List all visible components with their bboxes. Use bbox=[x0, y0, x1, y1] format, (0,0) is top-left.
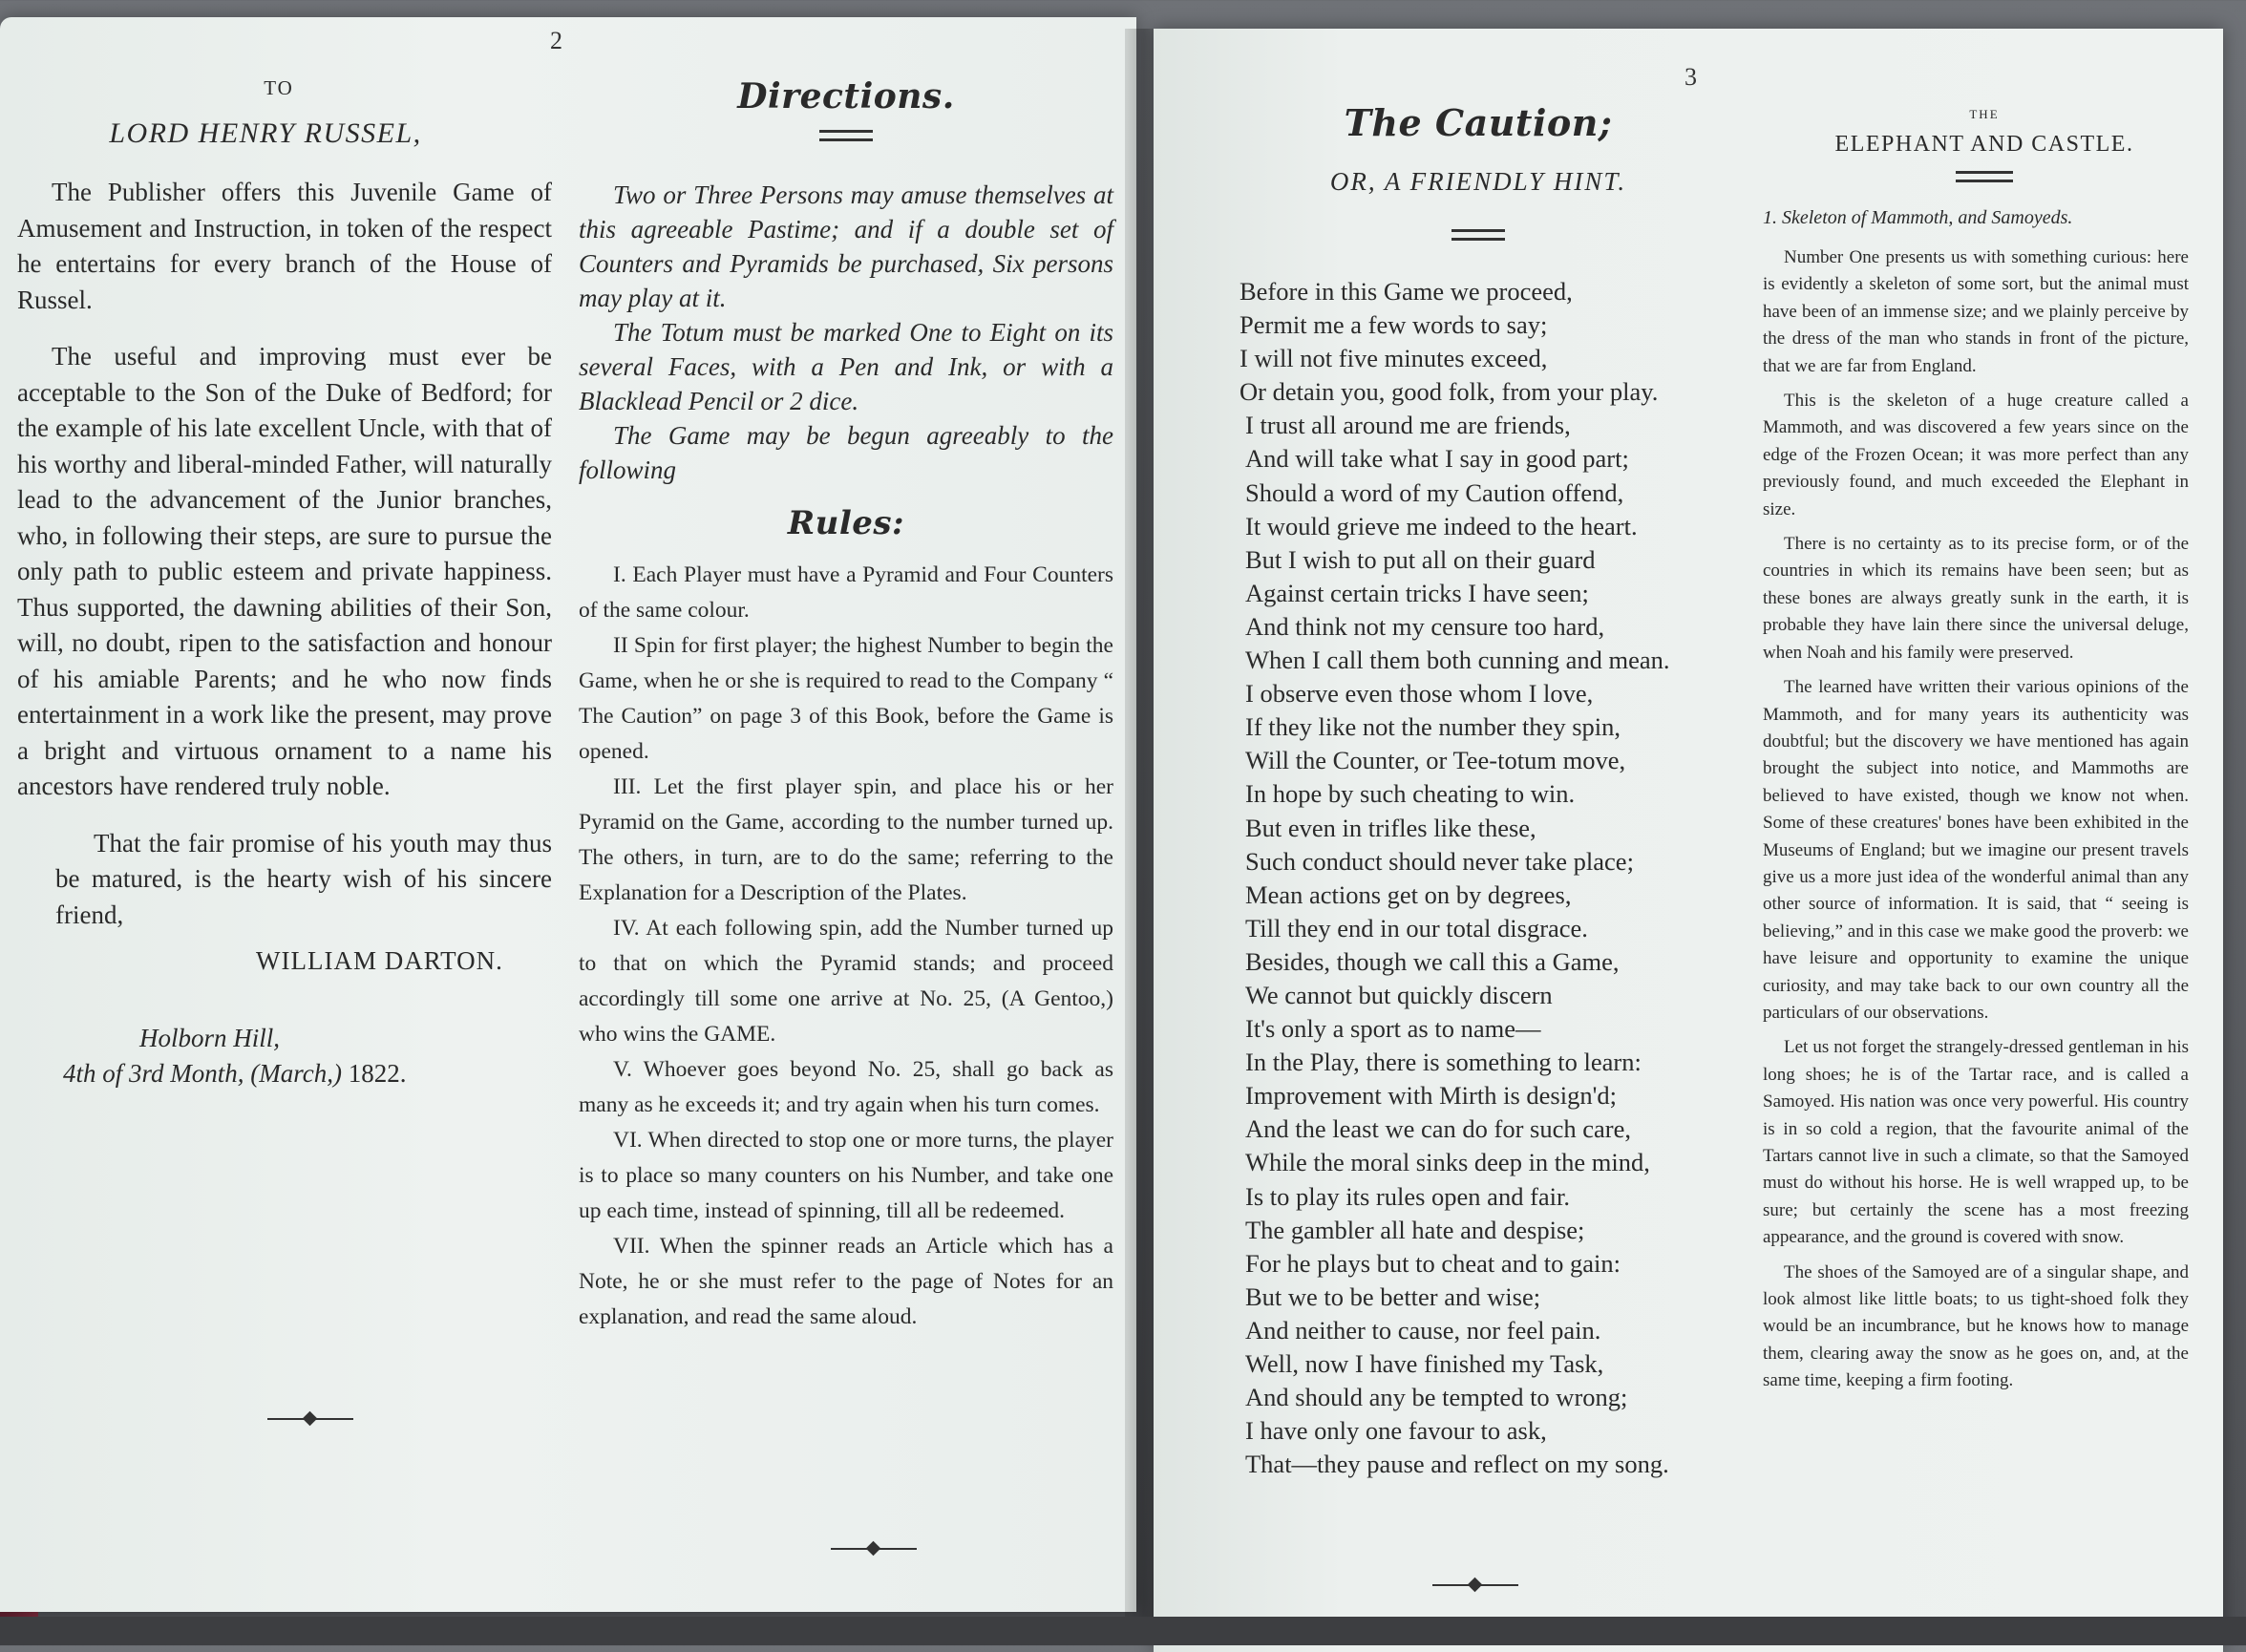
poem-line: It would grieve me indeed to the heart. bbox=[1245, 511, 1638, 540]
poem-line: Improvement with Mirth is design'd; bbox=[1245, 1081, 1617, 1111]
poem-line: And think not my censure too hard, bbox=[1245, 611, 1605, 641]
directions-body bbox=[579, 178, 1113, 487]
dedication-recipient: LORD HENRY RUSSEL, bbox=[109, 117, 422, 149]
elephant-the: THE bbox=[1969, 107, 2000, 121]
poem-line: Such conduct should never take place; bbox=[1245, 846, 1634, 876]
poem-line: Before in this Game we proceed, bbox=[1240, 277, 1573, 306]
poem-line: Besides, though we call this a Game, bbox=[1245, 946, 1620, 976]
dedication-to: TO bbox=[264, 76, 294, 99]
poem-line: Will the Counter, or Tee-totum move, bbox=[1245, 746, 1626, 775]
elephant-paragraph: The shoes of the Samoyed are of a singular shape, and look almost like little boats; to us tight-shoed folk they would be an incumbrance, but he knows how to manage them, clearing away the snow as he goes on, and, at the same time, keeping a firm footing. bbox=[1763, 1261, 2189, 1391]
rule-item: VI. When directed to stop one or more turns, the player is to place so many counters on his Number, and take one up each time, instead of spinning, till all be redeemed. bbox=[579, 1128, 1113, 1223]
ornament-divider bbox=[1432, 1576, 1518, 1595]
page-number: 3 bbox=[1684, 63, 1697, 91]
dedication-place: Holborn Hill, bbox=[139, 1024, 281, 1052]
caution-poem bbox=[1240, 275, 1727, 1481]
dedication-signature: WILLIAM DARTON. bbox=[256, 946, 503, 975]
rule-item: III. Let the first player spin, and place his or her Pyramid on the Game, according to the number turned up. The others, in turn, are to do the same; referring to the Explanation for a Description of the Plates. bbox=[579, 774, 1113, 905]
poem-line: When I call them both cunning and mean. bbox=[1245, 646, 1670, 675]
dedication-paragraph: The Publisher offers this Juvenile Game of Amusement and Instruction, in token of the respect he entertains for every branch of the House of Russel. bbox=[17, 178, 552, 314]
poem-line: Should a word of my Caution offend, bbox=[1245, 477, 1624, 507]
poem-line: Permit me a few words to say; bbox=[1240, 310, 1548, 340]
poem-line: Against certain tricks I have seen; bbox=[1245, 578, 1589, 607]
poem-line: Or detain you, good folk, from your play. bbox=[1240, 377, 1659, 407]
elephant-paragraph: This is the skeleton of a huge creature called a Mammoth, and was discovered a few years since on the edge of the Frozen Ocean; it was more perfect than any previously found, and much exceeded the Elephant in size. bbox=[1763, 391, 2189, 519]
poem-line: I observe even those whom I love, bbox=[1245, 679, 1594, 709]
directions-column bbox=[579, 76, 1113, 1335]
elephant-paragraph: There is no certainty as to its precise form, or of the countries in which its remains have been seen; but as these bones are always greatly sunk in the earth, it is probable they have lain there since the universal deluge, when Noah and his family were preserved. bbox=[1763, 534, 2189, 663]
poem-line: We cannot but quickly discern bbox=[1245, 980, 1553, 1009]
poem-line: In hope by such cheating to win. bbox=[1245, 779, 1576, 809]
dedication-date bbox=[17, 1059, 552, 1089]
poem-line: For he plays but to cheat and to gain: bbox=[1245, 1248, 1621, 1278]
poem-line: Mean actions get on by degrees, bbox=[1245, 879, 1572, 909]
dedication-body bbox=[17, 175, 552, 933]
caution-title: The Caution; bbox=[1344, 101, 1613, 144]
elephant-column bbox=[1751, 107, 2189, 1403]
poem-line: Is to play its rules open and fair. bbox=[1245, 1181, 1571, 1211]
poem-line: Till they end in our total disgrace. bbox=[1245, 913, 1588, 942]
section-heading: 1. Skeleton of Mammoth, and Samoyeds. bbox=[1763, 207, 2073, 228]
directions-paragraph: The Game may be begun agreeably to the following bbox=[579, 421, 1113, 484]
poem-line: But I wish to put all on their guard bbox=[1245, 544, 1596, 574]
poem-line: But even in trifles like these, bbox=[1245, 813, 1536, 842]
directions-title: Directions. bbox=[737, 76, 955, 116]
table-surface bbox=[0, 1617, 2246, 1645]
double-rule bbox=[819, 130, 873, 141]
poem-line: And will take what I say in good part; bbox=[1245, 444, 1629, 474]
rule-item: I. Each Player must have a Pyramid and Four Counters of the same colour. bbox=[579, 562, 1113, 623]
poem-line: I will not five minutes exceed, bbox=[1240, 344, 1548, 373]
rules-title: Rules: bbox=[787, 504, 905, 542]
page-number: 2 bbox=[550, 27, 562, 54]
caution-subtitle: OR, A FRIENDLY HINT. bbox=[1329, 167, 1627, 196]
directions-paragraph: Two or Three Persons may amuse themselves at this agreeable Pastime; and if a double set of Counters and Pyramids be purchased, Six persons may play at it. bbox=[579, 180, 1113, 312]
dedication-paragraph: The useful and improving must ever be acceptable to the Son of the Duke of Bedford; for the example of his late excellent Uncle, with that of his worthy and liberal-minded Father, will naturally lead to the advancement of the Junior branches, who, in following their steps, are sure to pursue the only path to public esteem and private happiness. Thus supported, the dawning abilities of their Son, will, no doubt, ripen to the satisfaction and honour of his amiable Parents; and he who now finds entertainment in a work like the present, may prove a bright and virtuous ornament to a name his ancestors have rendered truly noble. bbox=[17, 342, 552, 800]
poem-line: The gambler all hate and despise; bbox=[1245, 1215, 1585, 1244]
rules-list bbox=[579, 558, 1113, 1335]
poem-line: And the least we can do for such care, bbox=[1245, 1114, 1631, 1144]
dedication-date-prefix: 4th of 3rd Month, (March,) bbox=[63, 1059, 342, 1088]
elephant-paragraph: The learned have written their various opinions of the Mammoth, and for many years its authenticity was doubtful; but the discovery we have mentioned has again brought the subject into notice, and Mammoths are believed to have existed, though we know not when. Some of these creatures' bones have been exhibited in the Museums of England; but we imagine our present travels give us a more just idea of the wonderful animal than any other source of information. It is said, that “ seeing is believing,” and in this case we make good the proverb: we have leisure and opportunity to examine the unique curiosity, and may take back to our own country all the particulars of our observations. bbox=[1763, 677, 2189, 1023]
rule-item: VII. When the spinner reads an Article which has a Note, he or she must refer to the page of Notes for an explanation, and read the same aloud. bbox=[579, 1234, 1113, 1329]
left-page bbox=[0, 17, 1136, 1612]
elephant-paragraph: Number One presents us with something curious: here is evidently a skeleton of some sort, but the animal must have been of an immense size; and we plainly perceive by the dress of the man who stands in front of the picture, that we are far from England. bbox=[1763, 247, 2189, 376]
rule-item: IV. At each following spin, add the Number turned up to that on which the Pyramid stands; and proceed accordingly till some one arrive at No. 25, (A Gentoo,) who wins the GAME. bbox=[579, 916, 1113, 1047]
right-page bbox=[1154, 29, 2223, 1652]
double-rule bbox=[1956, 171, 2013, 182]
double-rule bbox=[1451, 229, 1505, 241]
elephant-title: ELEPHANT AND CASTLE. bbox=[1834, 132, 2134, 157]
elephant-body bbox=[1751, 244, 2189, 1395]
poem-line: If they like not the number they spin, bbox=[1245, 712, 1621, 742]
poem-line: I trust all around me are friends, bbox=[1245, 411, 1571, 440]
poem-line: Well, now I have finished my Task, bbox=[1245, 1349, 1604, 1378]
poem-line: I have only one favour to ask, bbox=[1245, 1416, 1547, 1446]
poem-line: That—they pause and reflect on my song. bbox=[1245, 1450, 1669, 1479]
elephant-paragraph: Let us not forget the strangely-dressed gentleman in his long shoes; he is of the Tartar race, and is called a Samoyed. His nation was once very powerful. His country is in so cold a region, that the favourite animal of the Tartars cannot live in such a climate, so that the Samoyed must do without his horse. He is well wrapped up, to be sure; but certainly the scene has a most freezing appearance, and the ground is covered with snow. bbox=[1763, 1037, 2189, 1248]
rule-item: II Spin for first player; the highest Number to begin the Game, when he or she is required to read to the Company “ The Caution” on page 3 of this Book, before the Game is opened. bbox=[579, 633, 1113, 764]
ornament-divider bbox=[831, 1539, 917, 1558]
ornament-divider bbox=[267, 1409, 353, 1429]
dedication-year: 1822. bbox=[348, 1059, 407, 1088]
dedication-paragraph: That the fair promise of his youth may thus be matured, is the hearty wish of his sincere friend, bbox=[55, 828, 552, 929]
poem-line: In the Play, there is something to learn: bbox=[1245, 1048, 1642, 1077]
caution-column bbox=[1230, 101, 1727, 1481]
poem-line: While the moral sinks deep in the mind, bbox=[1245, 1148, 1650, 1177]
poem-line: But we to be better and wise; bbox=[1245, 1281, 1541, 1311]
poem-line: And should any be tempted to wrong; bbox=[1245, 1383, 1628, 1412]
rule-item: V. Whoever goes beyond No. 25, shall go back as many as he exceeds it; and try again when his turn comes. bbox=[579, 1057, 1113, 1117]
directions-paragraph: The Totum must be marked One to Eight on its several Faces, with a Pen and Ink, or with a Blacklead Pencil or 2 dice. bbox=[579, 318, 1113, 415]
poem-line: It's only a sport as to name— bbox=[1245, 1014, 1541, 1044]
poem-line: And neither to cause, nor feel pain. bbox=[1245, 1315, 1601, 1345]
dedication-column bbox=[17, 76, 552, 1089]
